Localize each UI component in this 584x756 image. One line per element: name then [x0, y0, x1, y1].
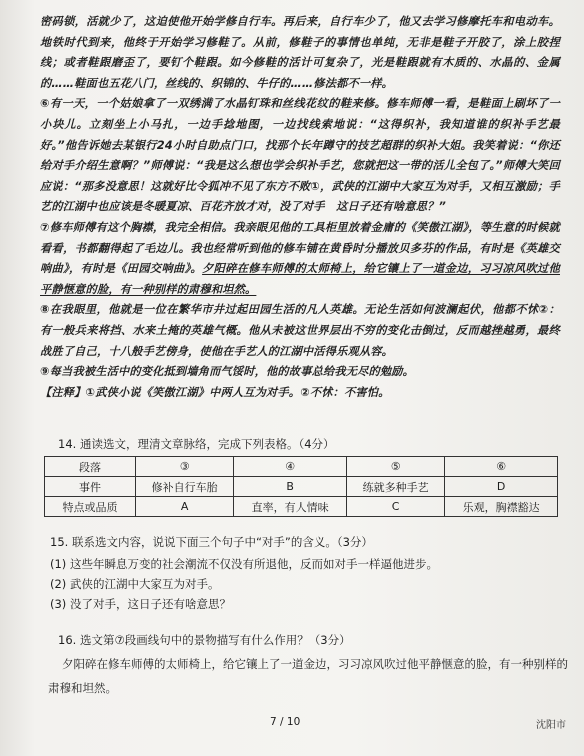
table-cell: ⑥ — [445, 457, 558, 477]
table-cell: D — [445, 477, 558, 497]
question-15-item-3: (3) 没了对手，这日子还有啥意思？ — [50, 597, 231, 611]
table-cell: B — [234, 477, 347, 497]
question-15-title: 15. 联系选文内容，说说下面三个句子中“对手”的含义。（3分） — [50, 535, 373, 549]
underlined-sentence: 夕阳碎在修车师傅的太师椅上，给它镶上了一道金边，习习凉风吹过他平静惬意的脸，有一种别样的肃穆和坦然。 — [40, 262, 560, 296]
table-cell: ⑤ — [346, 457, 444, 477]
paragraph-9: ⑨每当我被生活中的变化抵到墙角而气馁时，他的故事总给我无尽的勉励。 — [40, 365, 415, 379]
table-cell: 练就多种手艺 — [346, 477, 444, 497]
table-cell: 修补自行车胎 — [136, 477, 234, 497]
paragraph-7-text: ⑦修车师傅有这个胸襟，我完全相信。我亲眼见他的工具柜里放着金庸的《笑傲江湖》，等生意的时候就看看，书都翻得起了毛边儿。我也经常听到他的修车铺在黄昏时分播放贝多芬的作品，有时是《英雄交响曲》，有时是《田园交响曲》。 — [40, 220, 560, 276]
question-16-quote-text: 夕阳碎在修车师傅的太师椅上，给它镶上了一道金边，习习凉风吹过他平静惬意的脸，有一种别样的肃穆和坦然。 — [48, 657, 568, 695]
question-16-quote — [48, 652, 568, 700]
paragraph-8: ⑧在我眼里，他就是一位在繁华市井过起田园生活的凡人英雄。无论生活如何波澜起伏，他都不怵②：有一般兵来将挡、水来土掩的英雄气概。他从未被这世界层出不穷的变化击倒过，反而越挫越勇，最终战胜了自己，十八般手艺傍身，使他在手艺人的江湖中活得乐观从容。 — [40, 303, 560, 358]
table-cell: 段落 — [45, 457, 136, 477]
question-16-title: 16. 选文第⑦段画线句中的景物描写有什么作用？（3分） — [58, 633, 351, 647]
exam-region: 沈阳市 — [536, 720, 566, 731]
paragraph-5-continued: 密码锁，活就少了，这迫使他开始学修自行车。再后来，自行车少了，他又去学习修摩托车和电动车。地铁时代到来，他终于开始学习修鞋了。从前，修鞋子的事情也单纯，无非是鞋子开胶了，涂上胶捏线；或者鞋跟磨歪了，要钉个鞋跟。如今修鞋的活计可复杂了，光是鞋跟就有木质的、水晶的、金属的……鞋面也五花八门，丝线的、织锦的、牛仔的……修法都不一样。 — [40, 15, 560, 90]
question-15-item-1: (1) 这些年瞬息万变的社会潮流不仅没有所退他，反而如对手一样逼他进步。 — [50, 557, 438, 571]
table-cell: A — [136, 497, 234, 517]
table-cell: ④ — [234, 457, 347, 477]
reading-passage — [40, 12, 560, 403]
annotation-note: 【注释】①武侠小说《笑傲江湖》中两人互为对手。②不怵：不害怕。 — [40, 385, 390, 399]
table-row — [45, 477, 558, 497]
question-15-item-2: (2) 武侠的江湖中大家互为对手。 — [50, 577, 220, 591]
table-row — [45, 497, 558, 517]
table-cell: C — [346, 497, 444, 517]
passage-outline-table — [44, 456, 558, 517]
question-14-title: 14. 通读选文，理清文章脉络，完成下列表格。（4分） — [58, 437, 335, 451]
table-cell: 乐观，胸襟豁达 — [445, 497, 558, 517]
table-row — [45, 457, 558, 477]
paragraph-6: ⑥有一天，一个姑娘拿了一双绣满了水晶钉珠和丝线花纹的鞋来修。修车师傅一看，是鞋面上刷坏了一小块儿。立刻坐上小马扎，一边手捻地图，一边找线索地说：“这得织补，我知道谁的织补手艺最好。”他告诉她去某银行24小时自助点门口，找那个长年蹲守的技艺超群的织补大姐。我笑着说：“你还给对手介绍生意啊？”师傅说：“我是这么想也学会织补手艺，您就把这一带的活儿全包了。”师傅大笑回应说：“那多没意思！这就好比令狐冲不见了东方不败①，武侠的江湖中大家互为对手，又相互激励；手艺的江湖中也应该是冬暖夏凉、百花齐放才对，没了对手 这日子还有啥意思？” — [40, 97, 560, 214]
table-cell: 特点或品质 — [45, 497, 136, 517]
paragraph-7 — [40, 218, 560, 300]
table-cell: 事件 — [45, 477, 136, 497]
table-cell: ③ — [136, 457, 234, 477]
page-number: 7 / 10 — [270, 716, 301, 728]
table-cell: 直率，有人情味 — [234, 497, 347, 517]
